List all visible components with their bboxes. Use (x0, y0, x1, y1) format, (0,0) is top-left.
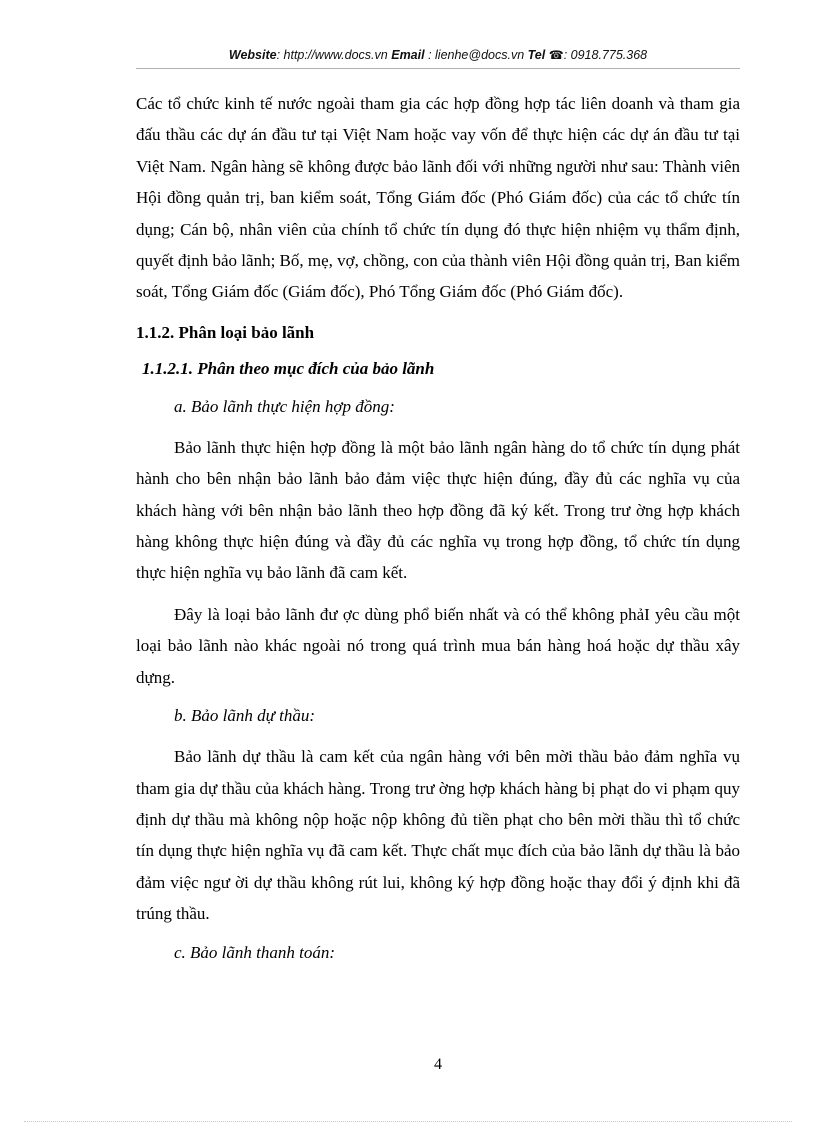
page-header (136, 48, 740, 68)
item-c-heading: c. Bảo lãnh thanh toán: (174, 942, 336, 962)
paragraph-eligibility: Các tổ chức kinh tế nước ngoài tham gia các hợp đồng hợp tác liên doanh và tham gia đấu thầu các dự án đầu tư tại Việt Nam hoặc vay vốn để thực hiện các dự án đầu tư tại Việt Nam. Ngân hàng sẽ không được bảo lãnh đối với những người như sau: Thành viên Hội đồng quản trị, ban kiểm soát, Tổng Giám đốc (Phó Giám đốc) của các tổ chức tín dụng; Cán bộ, nhân viên của chính tổ chức tín dụng đó thực hiện nhiệm vụ thẩm định, quyết định bảo lãnh; Bố, mẹ, vợ, chồng, con của thành viên Hội đồng quản trị, Ban kiểm soát, Tổng Giám đốc (Giám đốc), Phó Tổng Giám đốc (Phó Giám đốc). (136, 94, 740, 302)
website-value: : http://www.docs.vn (276, 48, 388, 62)
email-value: : lienhe@docs.vn (428, 48, 525, 62)
paragraph-performance-guarantee-usage: Đây là loại bảo lãnh đư ợc dùng phổ biến nhất và có thể không phảI yêu cầu một loại bảo lãnh nào khác ngoài nó trong quá trình mua bán hàng hoá hoặc dự thầu xây dựng. (136, 604, 740, 687)
page-number: 4 (434, 1056, 442, 1073)
header-divider (136, 68, 740, 69)
item-a-heading: a. Bảo lãnh thực hiện hợp đồng: (174, 396, 395, 416)
subsection-heading: 1.1.2.1. Phân theo mục đích của bảo lãnh (142, 358, 435, 378)
footer-divider (24, 1121, 792, 1122)
page-content (136, 88, 740, 968)
website-label: Website (228, 48, 277, 62)
phone-icon: ☎ (548, 48, 564, 62)
section-heading: 1.1.2. Phân loại bảo lãnh (136, 322, 315, 342)
tel-label: Tel (527, 48, 546, 62)
paragraph-performance-guarantee: Bảo lãnh thực hiện hợp đồng là một bảo lãnh ngân hàng do tổ chức tín dụng phát hành cho bên nhận bảo lãnh bảo đảm việc thực hiện đúng, đầy đủ các nghĩa vụ của khách hàng với bên nhận bảo lãnh theo hợp đồng đã ký kết. Trong trư ờng hợp khách hàng không thực hiện đúng và đầy đủ các nghĩa vụ trong hợp đồng, tổ chức tín dụng thực hiện nghĩa vụ bảo lãnh đã cam kết. (136, 437, 740, 583)
tel-value: : 0918.775.368 (563, 48, 648, 62)
paragraph-bid-guarantee: Bảo lãnh dự thầu là cam kết của ngân hàng với bên mời thầu bảo đảm nghĩa vụ tham gia dự thầu của khách hàng. Trong trư ờng hợp khách hàng bị phạt do vi phạm quy định dự thầu mà không nộp hoặc nộp không đủ tiền phạt cho bên mời thầu thì tổ chức tín dụng thực hiện nghĩa vụ đã cam kết. Thực chất mục đích của bảo lãnh dự thầu là bảo đảm việc ngư ời dự thầu không rút lui, không ký hợp đồng hoặc thay đổi ý định khi đã trúng thầu. (136, 747, 740, 924)
email-label: Email (391, 48, 425, 62)
item-b-heading: b. Bảo lãnh dự thầu: (174, 706, 316, 726)
